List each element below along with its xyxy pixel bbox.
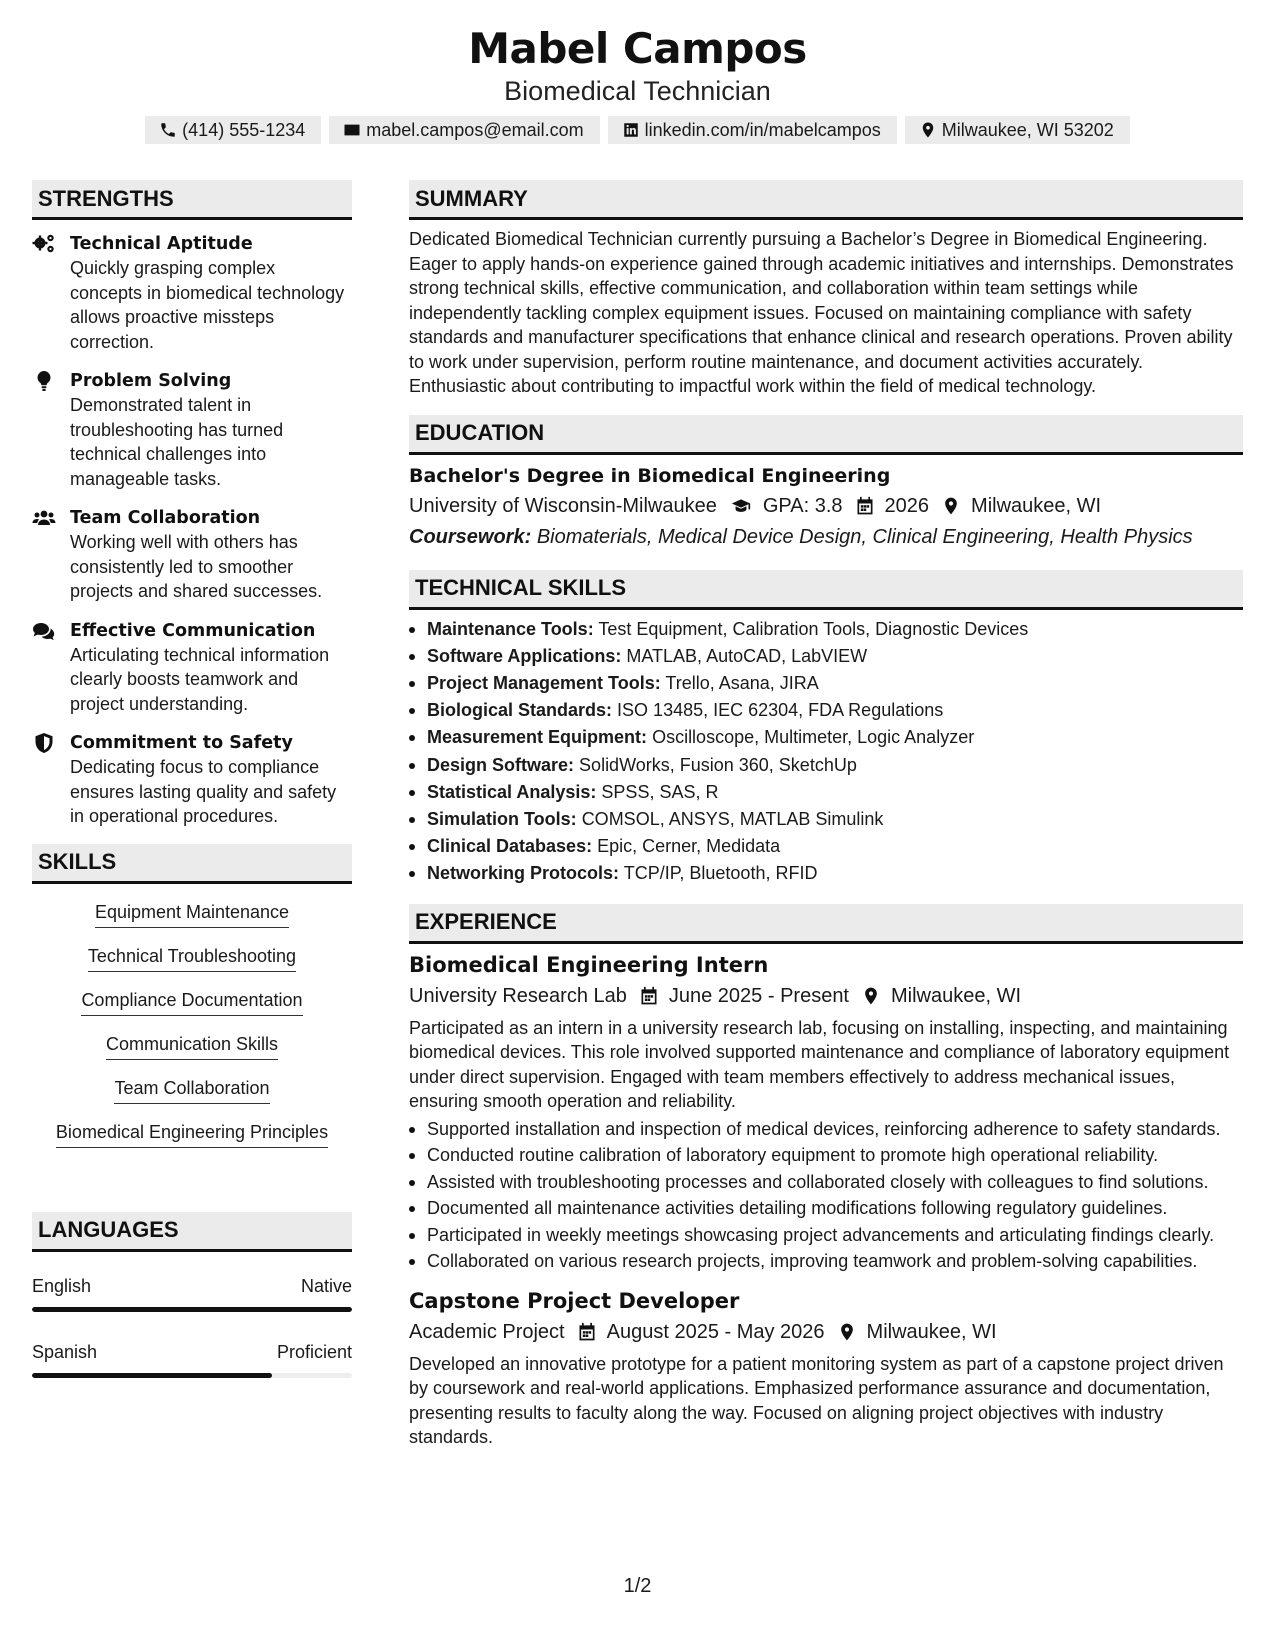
graduation-year: 2026 [884, 494, 930, 517]
technical-skills-list [409, 616, 1243, 888]
contact-bar [0, 116, 1275, 144]
contact-phone-text: (414) 555-1234 [182, 119, 306, 140]
tech-skill-label: Design Software: [427, 754, 575, 775]
strength-item [32, 369, 352, 491]
coursework-list: Biomaterials, Medical Device Design, Clinical Engineering, Health Physics [536, 525, 1193, 548]
list-item [409, 724, 1243, 751]
list-item [409, 670, 1243, 697]
candidate-title: Biomedical Technician [504, 76, 771, 106]
job-meta [409, 1316, 1243, 1348]
strength-title: Commitment to Safety [70, 733, 293, 753]
strength-desc: Working well with others has consistently led to smoother projects and shared successes. [70, 532, 323, 601]
list-item [409, 806, 1243, 833]
users-icon [32, 507, 56, 529]
left-column [32, 180, 352, 1378]
skill-item: Compliance Documentation [81, 988, 302, 1016]
tech-skill-label: Measurement Equipment: [427, 727, 648, 748]
education-entry [409, 462, 1243, 552]
resume-header [0, 22, 1275, 144]
job-meta [409, 980, 1243, 1012]
education-meta [409, 490, 1243, 522]
gpa: GPA: 3.8 [762, 494, 843, 517]
strength-title: Team Collaboration [70, 508, 261, 528]
page-number: 1/2 [623, 1575, 652, 1597]
skill-item: Team Collaboration [114, 1076, 269, 1104]
tech-skill-label: Project Management Tools: [427, 672, 661, 693]
strength-item [32, 506, 352, 604]
summary-text: Dedicated Biomedical Technician currently pursuing a Bachelor’s Degree in Biomedical Engineering. Eager to apply hands-on experience gained through academic initiatives and internships. Demonstrates strong technical skills, effective communication, and collaboration within team settings while independently tackling complex equipment issues. Focused on maintaining compliance with safety standards and manufacturer specifications that enhance clinical and research operations. Proven ability to work under supervision, perform routine maintenance, and document activities accurately. Enthusiastic about contributing to impactful work within the field of medical technology. [409, 229, 1234, 396]
tech-skill-value: ISO 13485, IEC 62304, FDA Regulations [617, 700, 944, 721]
list-item: Supported installation and inspection of medical devices, reinforcing adherence to safety standards. [409, 1117, 1243, 1142]
tech-skill-value: Epic, Cerner, Medidata [597, 836, 781, 857]
map-pin-icon [837, 1322, 857, 1342]
map-pin-icon [941, 496, 961, 516]
list-item [409, 779, 1243, 806]
job-title: Capstone Project Developer [409, 1288, 740, 1313]
linkedin-icon [622, 121, 640, 139]
strength-desc: Dedicating focus to compliance ensures lasting quality and safety in operational procedures. [70, 757, 337, 826]
tech-skill-value: Oscilloscope, Multimeter, Logic Analyzer [652, 727, 975, 748]
list-item: Assisted with troubleshooting processes and collaborated closely with colleagues to find solutions. [409, 1170, 1243, 1195]
education-heading: EDUCATION [409, 415, 1243, 455]
list-item [409, 860, 1243, 887]
language-level: Native [300, 1275, 352, 1296]
strength-desc: Quickly grasping complex concepts in biomedical technology allows proactive missteps correction. [70, 258, 345, 352]
job-dates: August 2025 - May 2026 [606, 1320, 825, 1343]
calendar-icon [855, 496, 875, 516]
tech-skill-label: Software Applications: [427, 645, 622, 666]
language-name: English [32, 1275, 92, 1296]
calendar-icon [577, 1322, 597, 1342]
language-level-bar [32, 1373, 352, 1378]
strengths-list [32, 232, 352, 829]
job-org: University Research Lab [409, 984, 627, 1007]
envelope-icon [343, 121, 361, 139]
right-column [409, 180, 1243, 1450]
job-description: Developed an innovative prototype for a patient monitoring system as part of a capstone project driven by coursework and real-world applications. Emphasized performance assurance and documentation, presenting results to faculty along the way. Focused on aligning project objectives with industry standards. [409, 1353, 1224, 1448]
list-item: Collaborated on various research projects, improving teamwork and problem-solving capabilities. [409, 1249, 1243, 1274]
education-location: Milwaukee, WI [971, 494, 1102, 517]
language-name: Spanish [32, 1341, 98, 1362]
skill-item: Biomedical Engineering Principles [56, 1120, 328, 1148]
chat-bubbles-icon [32, 620, 56, 642]
strength-desc: Articulating technical information clearly boosts teamwork and project understanding. [70, 644, 330, 714]
experience-entry [409, 950, 1243, 1274]
strength-item [32, 232, 352, 354]
job-title: Biomedical Engineering Intern [409, 952, 769, 977]
language-level-fill [32, 1373, 272, 1378]
experience-heading: EXPERIENCE [409, 904, 1243, 944]
language-item [32, 1340, 352, 1378]
contact-phone[interactable] [145, 116, 321, 144]
strength-title: Effective Communication [70, 620, 316, 641]
tech-skill-label: Networking Protocols: [427, 863, 620, 884]
list-item [409, 833, 1243, 860]
strength-desc: Demonstrated talent in troubleshooting has turned technical challenges into manageable tasks. [70, 395, 284, 489]
degree-title: Bachelor's Degree in Biomedical Engineering [409, 464, 891, 487]
job-location: Milwaukee, WI [891, 984, 1022, 1007]
summary-heading: SUMMARY [409, 180, 1243, 220]
language-level-fill [32, 1307, 352, 1312]
phone-icon [159, 121, 177, 139]
language-item [32, 1274, 352, 1312]
contact-email[interactable] [329, 116, 599, 144]
graduation-cap-icon [729, 496, 753, 516]
lightbulb-icon [32, 370, 56, 392]
skill-item: Communication Skills [106, 1032, 278, 1060]
language-level-bar [32, 1307, 352, 1312]
strength-item [32, 731, 352, 829]
experience-entry [409, 1286, 1243, 1450]
job-description: Participated as an intern in a university research lab, focusing on installing, inspecting, and maintaining biomedical devices. This role involved supported maintenance and compliance of laboratory equipment under direct supervision. Engaged with team members effectively to address mechanical issues, ensuring smooth operation and reliability. [409, 1017, 1230, 1112]
list-item [409, 616, 1243, 643]
gears-icon [32, 233, 56, 255]
skills-list [32, 900, 352, 1164]
map-pin-icon [919, 121, 937, 139]
contact-linkedin-text: linkedin.com/in/mabelcampos [644, 119, 881, 140]
language-level: Proficient [276, 1341, 352, 1362]
school-name: University of Wisconsin-Milwaukee [409, 494, 717, 517]
strength-title: Problem Solving [70, 371, 232, 391]
contact-email-text: mabel.campos@email.com [366, 119, 584, 140]
list-item: Conducted routine calibration of laboratory equipment to promote high operational reliability. [409, 1143, 1243, 1168]
strength-item [32, 619, 352, 717]
job-location: Milwaukee, WI [866, 1320, 997, 1343]
coursework-label: Coursework: [409, 525, 532, 548]
list-item [409, 643, 1243, 670]
tech-skill-value: SPSS, SAS, R [601, 781, 719, 802]
contact-linkedin[interactable] [608, 116, 897, 144]
tech-skill-value: MATLAB, AutoCAD, LabVIEW [626, 645, 868, 666]
strength-title: Technical Aptitude [70, 234, 253, 254]
tech-skill-label: Simulation Tools: [427, 808, 577, 829]
tech-skill-value: TCP/IP, Bluetooth, RFID [623, 863, 818, 884]
skill-item: Technical Troubleshooting [88, 944, 296, 972]
tech-skill-label: Maintenance Tools: [427, 618, 594, 639]
contact-location [905, 116, 1130, 144]
tech-skill-label: Statistical Analysis: [427, 781, 597, 802]
languages-section [32, 1212, 352, 1378]
languages-heading: LANGUAGES [32, 1212, 352, 1252]
candidate-name: Mabel Campos [468, 24, 807, 73]
list-item: Participated in weekly meetings showcasing project advancements and articulating findings clearly. [409, 1223, 1243, 1248]
job-org: Academic Project [409, 1320, 565, 1343]
contact-location-text: Milwaukee, WI 53202 [941, 119, 1114, 140]
strengths-heading: STRENGTHS [32, 180, 352, 220]
tech-skill-value: SolidWorks, Fusion 360, SketchUp [579, 754, 857, 775]
technical-skills-heading: TECHNICAL SKILLS [409, 570, 1243, 610]
tech-skill-label: Clinical Databases: [427, 836, 593, 857]
shield-icon [32, 732, 56, 754]
tech-skill-value: Trello, Asana, JIRA [665, 672, 819, 693]
skills-heading: SKILLS [32, 844, 352, 884]
tech-skill-value: Test Equipment, Calibration Tools, Diagnostic Devices [598, 618, 1029, 639]
map-pin-icon [861, 986, 881, 1006]
tech-skill-value: COMSOL, ANSYS, MATLAB Simulink [581, 808, 884, 829]
coursework [409, 522, 1243, 552]
job-dates: June 2025 - Present [668, 984, 849, 1007]
skill-item: Equipment Maintenance [95, 900, 289, 928]
calendar-icon [639, 986, 659, 1006]
job-bullets [409, 1117, 1243, 1274]
list-item [409, 752, 1243, 779]
list-item [409, 697, 1243, 724]
list-item: Documented all maintenance activities detailing modifications following regulatory guidelines. [409, 1196, 1243, 1221]
tech-skill-label: Biological Standards: [427, 700, 613, 721]
